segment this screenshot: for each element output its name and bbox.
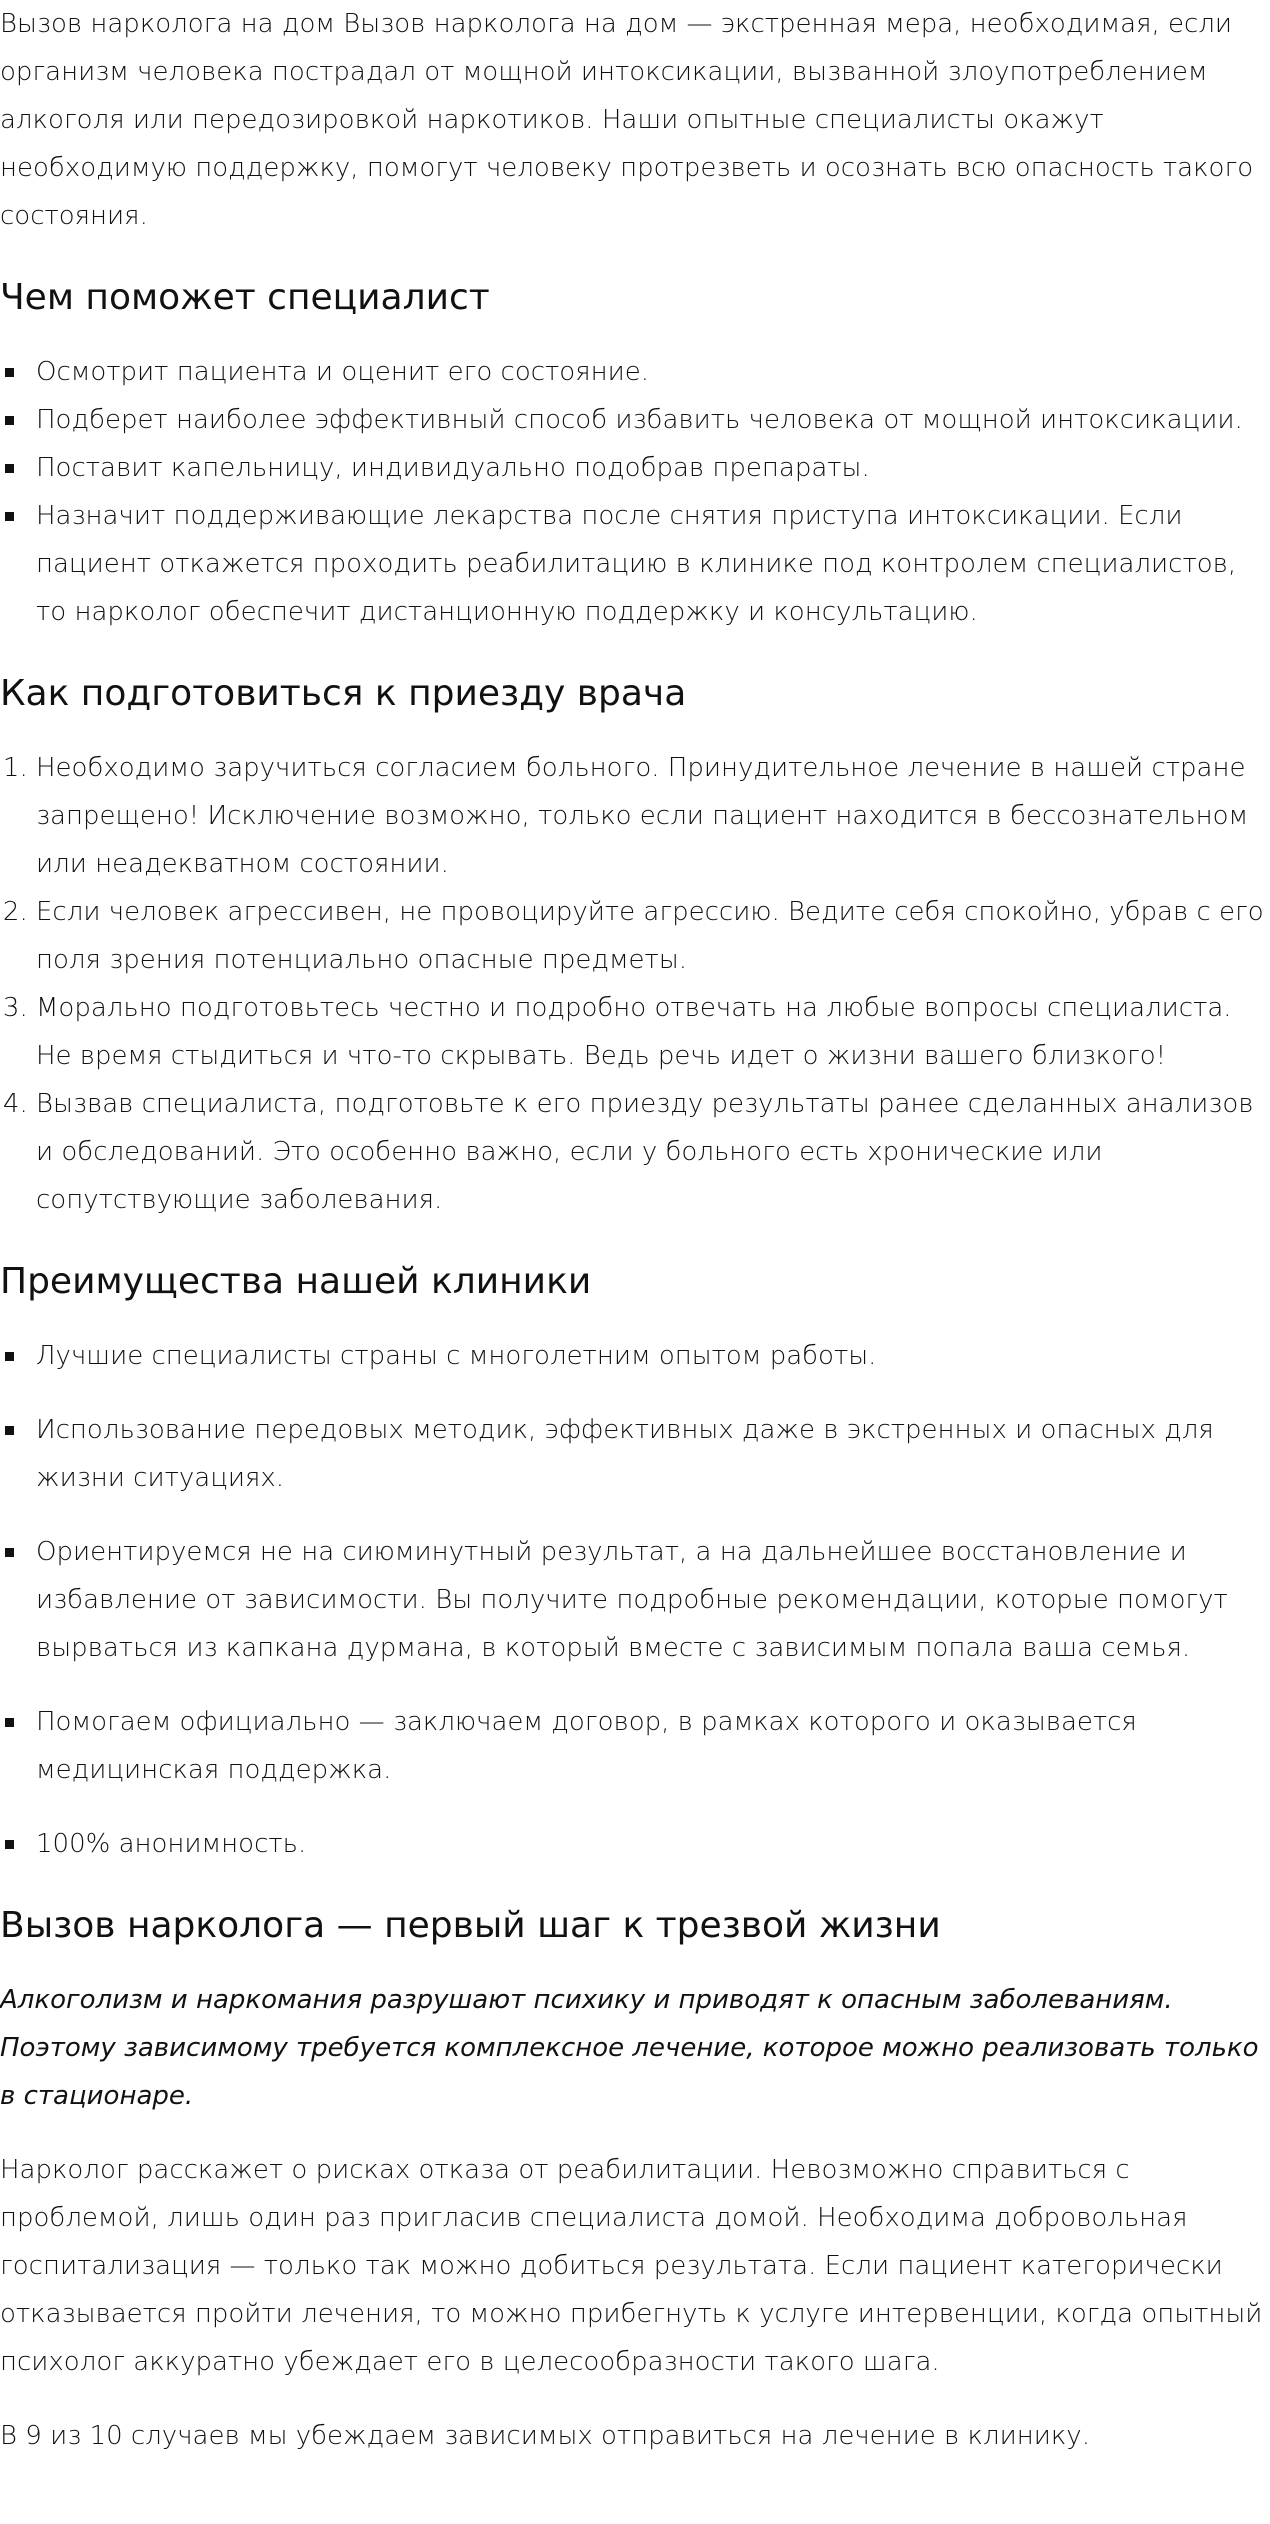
closing-paragraph: В 9 из 10 случаев мы убеждаем зависимых отправиться на лечение в клинику. — [0, 2421, 1090, 2451]
list-item: 3. Морально подготовьтесь честно и подробно отвечать на любые вопросы специалиста. Не время стыдиться и что-то скрывать. Ведь речь идет о жизни вашего близкого! — [36, 984, 1270, 1080]
list-item: Лучшие специалисты страны с многолетним опытом работы. — [36, 1332, 1270, 1380]
first-step-heading: Вызов нарколога — первый шаг к трезвой жизни — [0, 1905, 941, 1946]
list-item: 1. Необходимо заручиться согласием больного. Принудительное лечение в нашей стране запрещено! Исключение возможно, только если пациент находится в бессознательном или неадекватном состоянии. — [36, 744, 1270, 888]
list-item: Использование передовых методик, эффективных даже в экстренных и опасных для жизни ситуациях. — [36, 1406, 1270, 1502]
list-item: Ориентируемся не на сиюминутный результат, а на дальнейшее восстановление и избавление от зависимости. Вы получите подробные рекомендации, которые помогут вырваться из капкана дурмана, в который вместе с зависимым попала ваша семья. — [36, 1528, 1270, 1672]
body-paragraph: Нарколог расскажет о рисках отказа от реабилитации. Невозможно справиться с проблемой, лишь один раз пригласив специалиста домой. Необходима добровольная госпитализация — только так можно добиться результата. Если пациент категорически отказывается пройти лечения, то можно прибегнуть к услуге интервенции, когда опытный психолог аккуратно убеждает его в целесообразности такого шага. — [0, 2155, 1263, 2377]
list-item: Осмотрит пациента и оценит его состояние. — [36, 348, 1270, 396]
list-item: Назначит поддерживающие лекарства после снятия приступа интоксикации. Если пациент откажется проходить реабилитацию в клинике под контролем специалистов, то нарколог обеспечит дистанционную поддержку и консультацию. — [36, 492, 1270, 636]
italic-text: Алкоголизм и наркомания разрушают психику и приводят к опасным заболеваниям. Поэтому зависимому требуется комплексное лечение, которое можно реализовать только в стационаре. — [0, 1985, 1259, 2111]
prepare-heading: Как подготовиться к приезду врача — [0, 673, 687, 714]
list-item: Поставит капельницу, индивидуально подобрав препараты. — [36, 444, 1270, 492]
italic-paragraph — [0, 1976, 1270, 2120]
help-list — [0, 348, 1270, 636]
list-item: Подберет наиболее эффективный способ избавить человека от мощной интоксикации. — [36, 396, 1270, 444]
intro-paragraph: Вызов нарколога на дом Вызов нарколога на дом — экстренная мера, необходимая, если организм человека пострадал от мощной интоксикации, вызванной злоупотреблением алкоголя или передозировкой наркотиков. Наши опытные специалисты окажут необходимую поддержку, помогут человеку протрезветь и осознать всю опасность такого состояния. — [0, 9, 1254, 231]
advantages-heading: Преимущества нашей клиники — [0, 1261, 592, 1302]
help-heading: Чем поможет специалист — [0, 277, 490, 318]
list-item: 100% анонимность. — [36, 1820, 1270, 1868]
advantages-list — [0, 1332, 1270, 1868]
prepare-list — [0, 744, 1270, 1224]
list-item: Помогаем официально — заключаем договор, в рамках которого и оказывается медицинская поддержка. — [36, 1698, 1270, 1794]
list-item: 2. Если человек агрессивен, не провоцируйте агрессию. Ведите себя спокойно, убрав с его поля зрения потенциально опасные предметы. — [36, 888, 1270, 984]
list-item: 4. Вызвав специалиста, подготовьте к его приезду результаты ранее сделанных анализов и обследований. Это особенно важно, если у больного есть хронические или сопутствующие заболевания. — [36, 1080, 1270, 1224]
